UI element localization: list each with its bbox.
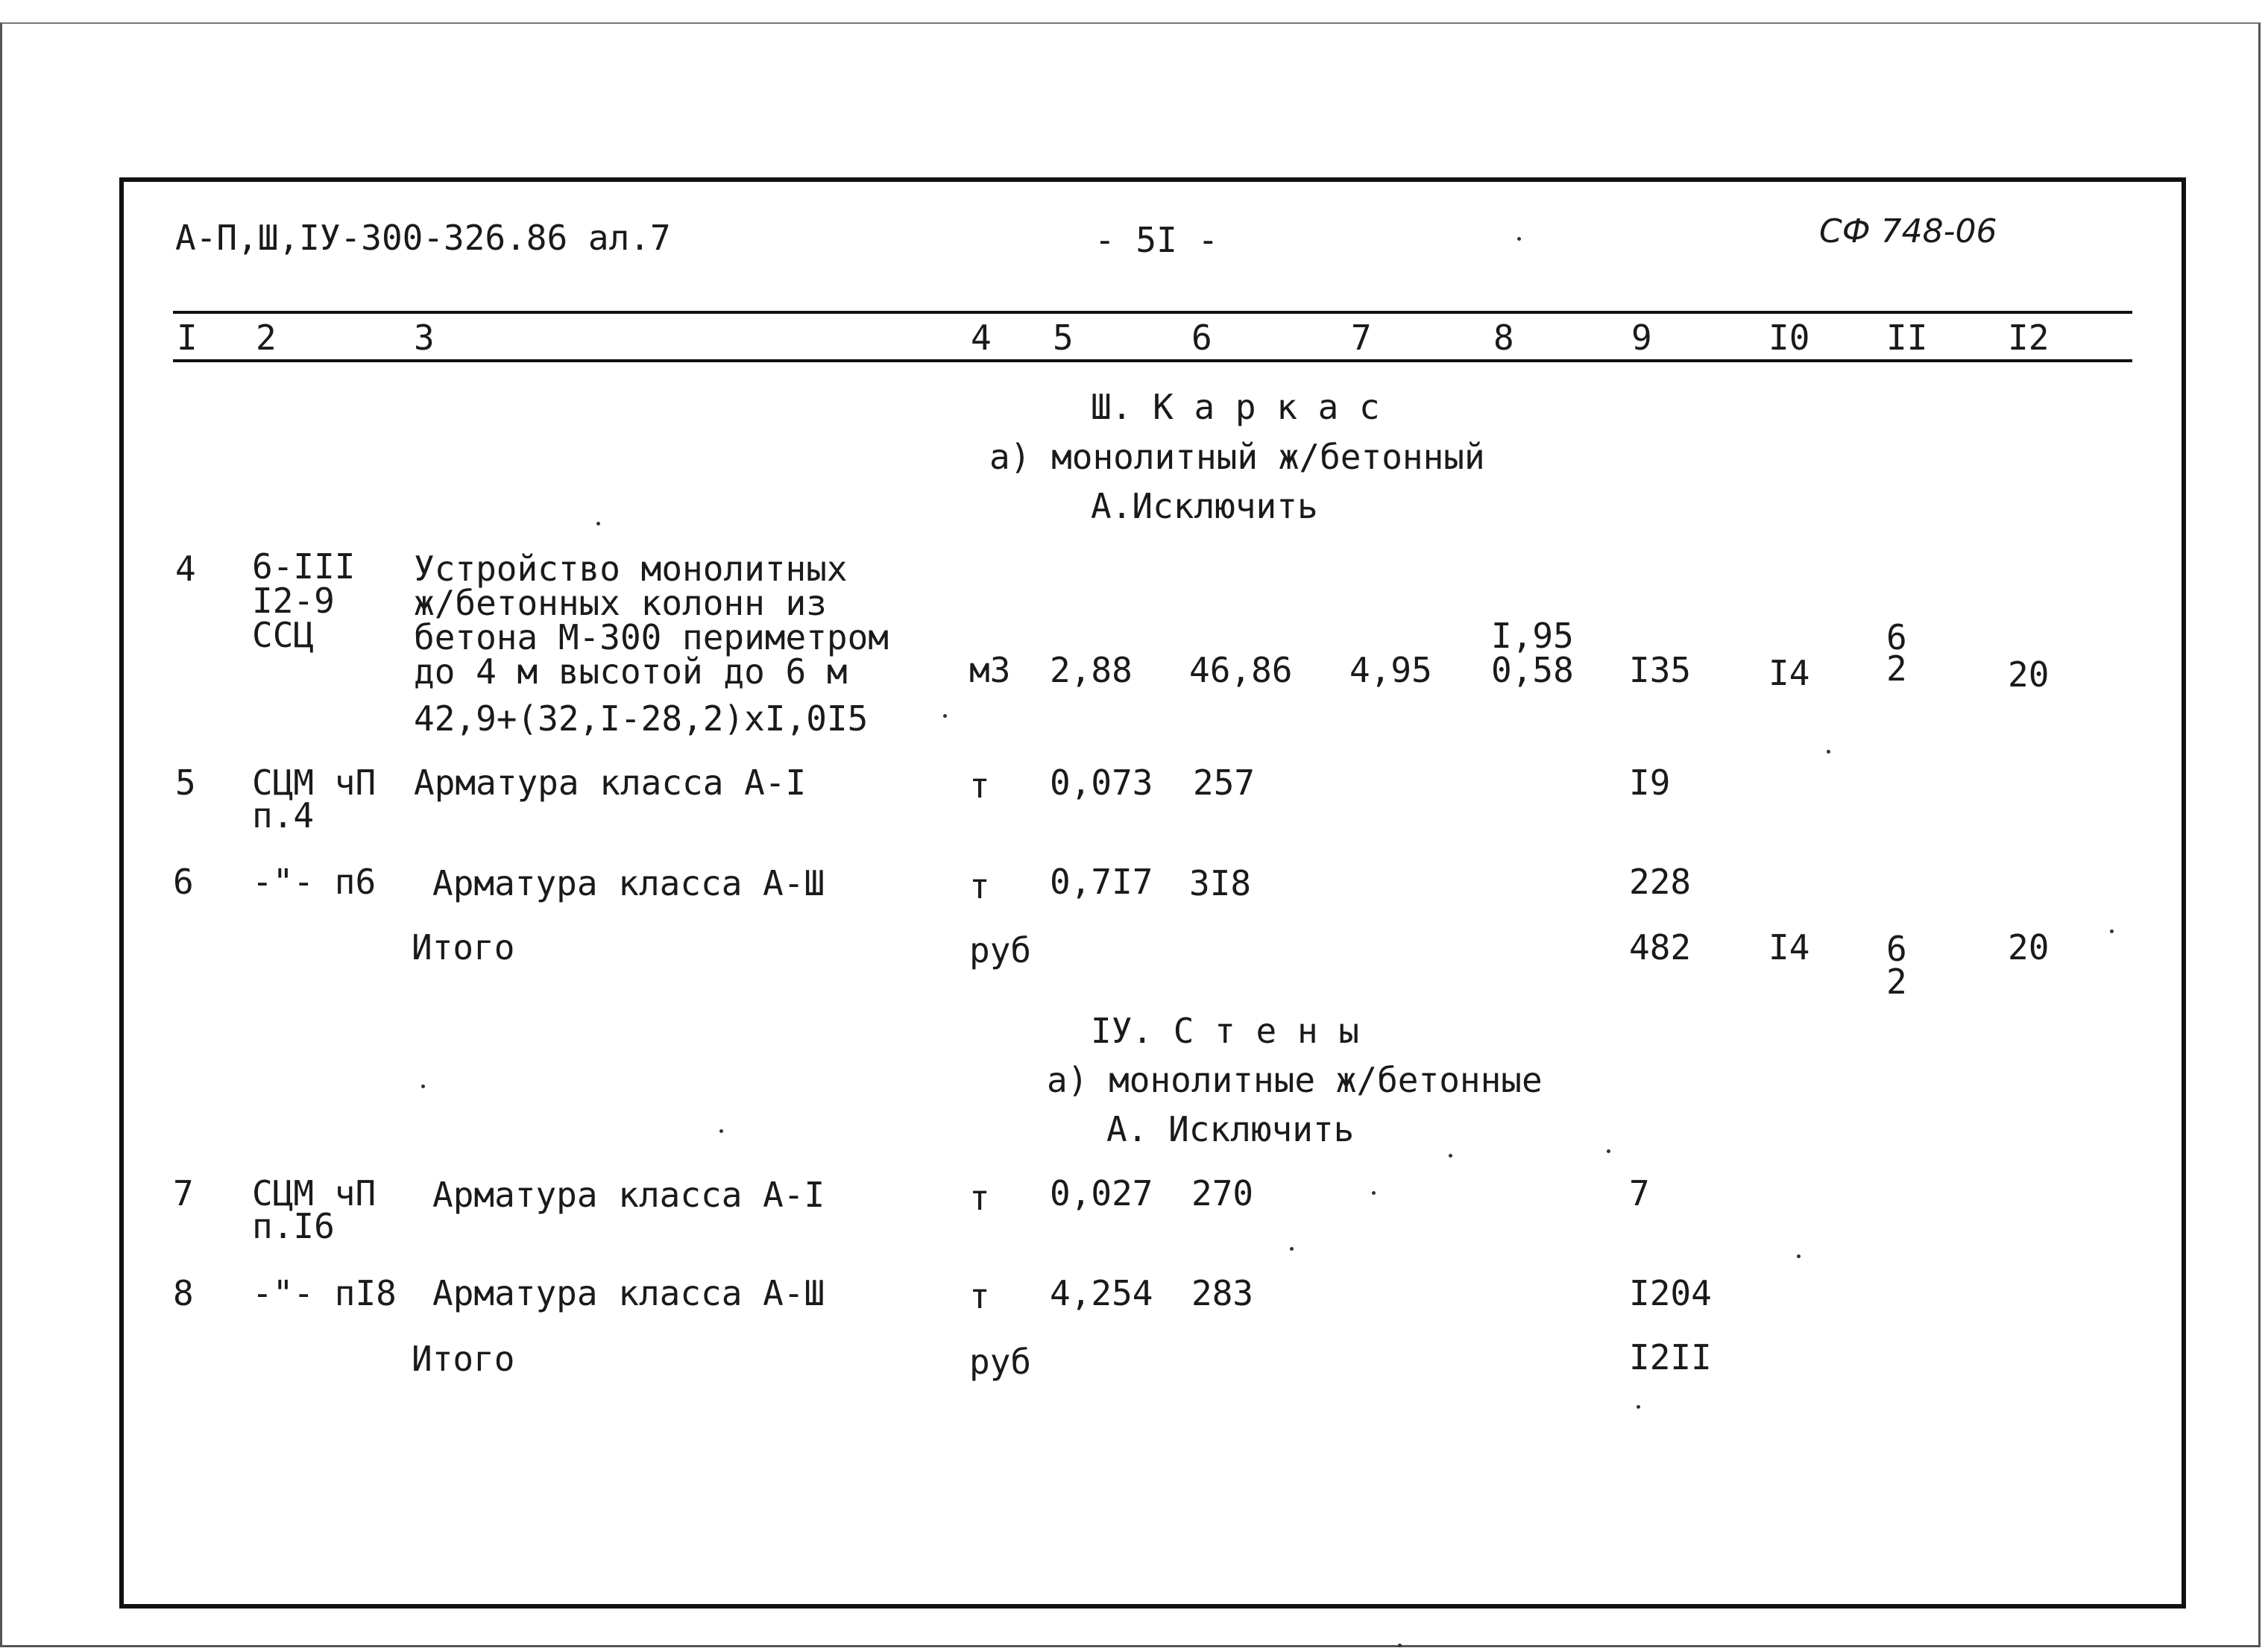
scan-speck [719,1129,723,1133]
value-col11-bottom: 2 [1886,648,1907,689]
row-number: 7 [173,1173,194,1213]
description-line: до 4 м высотой до 6 м [414,651,848,692]
unit-cost: 257 [1193,763,1256,803]
section-action: А.Исключить [1091,486,1318,526]
description-formula: 42,9+(32,I-28,2)хI,0I5 [414,698,869,739]
value-col12: 20 [2008,927,2050,967]
value-col8-bottom: 0,58 [1491,650,1574,690]
scan-speck [2110,929,2114,933]
row-number: 6 [173,862,194,902]
column-number: 3 [414,318,435,358]
norm-code-line: СЦМ чП [252,1173,377,1213]
norm-code-line: СЦМ чП [252,763,377,803]
column-number: II [1886,318,1928,358]
unit-cost: 283 [1191,1273,1254,1313]
total-cost: I9 [1629,763,1671,803]
total-cost: 7 [1629,1173,1650,1213]
section-title: IУ. С т е н ы [1091,1011,1360,1051]
unit: руб [969,930,1032,970]
row-number: 8 [173,1273,194,1313]
scan-speck [1607,1149,1610,1153]
norm-code-line: 6-III [252,546,356,587]
scan-speck [1372,1191,1376,1195]
description: Арматура класса А-I [432,1175,825,1215]
unit: т [969,1276,990,1316]
scan-speck [1290,1247,1294,1251]
quantity: 0,7I7 [1050,862,1153,902]
unit: т [969,866,990,906]
scan-speck [1517,237,1521,241]
value-col8-top: I,95 [1491,616,1574,656]
unit-cost: 3I8 [1189,863,1252,903]
unit-cost: 46,86 [1189,650,1293,690]
column-number: 6 [1191,318,1212,358]
scan-speck [596,522,600,525]
scan-speck [943,714,947,718]
norm-code-line: п.4 [252,795,315,836]
description: Арматура класса А-Ш [432,1273,825,1313]
scan-speck [1797,1254,1801,1258]
description-line: Устройство монолитных [414,549,848,589]
total-cost: I204 [1629,1273,1712,1313]
value-col12: 20 [2008,654,2050,695]
row-number: 5 [175,763,196,803]
unit: м3 [969,650,1011,690]
section-title: Ш. К а р к а с [1091,387,1380,427]
value-col7: 4,95 [1349,650,1432,690]
total-cost: I2II [1629,1337,1712,1377]
scan-speck [1827,750,1830,754]
page-number: - 5I - [1094,220,1219,260]
column-number: 9 [1631,318,1652,358]
description: Арматура класса А-Ш [432,863,825,903]
column-number: I [177,318,198,358]
scan-speck [1398,1644,1402,1647]
header-rule-bottom [173,359,2132,362]
norm-code-line: ССЦ [252,615,315,655]
description-line: ж/бетонных колонн из [414,583,827,623]
unit: т [969,765,990,806]
quantity: 0,073 [1050,763,1153,803]
scan-speck [1449,1154,1452,1158]
norm-code-line: п.I6 [252,1206,335,1246]
unit: т [969,1178,990,1218]
section-subtitle: а) монолитный ж/бетонный [989,437,1485,477]
norm-code: -"- пI8 [252,1273,397,1313]
norm-code: -"- п6 [252,862,377,902]
value-col11-top: 6 [1886,617,1907,657]
value-col11-bottom: 2 [1886,962,1907,1002]
document-code: А-П,Ш,IУ-300-326.86 ал.7 [175,218,671,258]
quantity: 2,88 [1050,650,1133,690]
value-col10: I4 [1768,927,1810,967]
column-number: I0 [1768,318,1810,358]
column-number: 2 [256,318,277,358]
column-number: 8 [1493,318,1514,358]
unit: руб [969,1342,1032,1382]
quantity: 0,027 [1050,1173,1153,1213]
total-cost: 228 [1629,862,1692,902]
scan-speck [1637,1405,1640,1409]
total-label: Итого [412,1339,515,1379]
column-number: 7 [1351,318,1372,358]
total-label: Итого [412,927,515,967]
quantity: 4,254 [1050,1273,1153,1313]
header-rule-top [173,311,2132,314]
norm-code-line: I2-9 [252,581,335,621]
section-subtitle: а) монолитные ж/бетонные [1047,1060,1543,1100]
section-action: А. Исключить [1106,1109,1355,1149]
description-line: бетона М-300 периметром [414,617,889,657]
value-col10: I4 [1768,653,1810,693]
column-number: I2 [2008,318,2050,358]
document-stamp: СФ 748-06 [1819,212,1997,250]
total-cost: I35 [1629,650,1692,690]
description: Арматура класса А-I [414,763,807,803]
row-number: 4 [175,549,196,589]
column-number: 4 [971,318,992,358]
scan-speck [421,1085,425,1088]
total-cost: 482 [1629,927,1692,967]
column-number: 5 [1053,318,1074,358]
value-col11-top: 6 [1886,929,1907,969]
unit-cost: 270 [1191,1173,1254,1213]
